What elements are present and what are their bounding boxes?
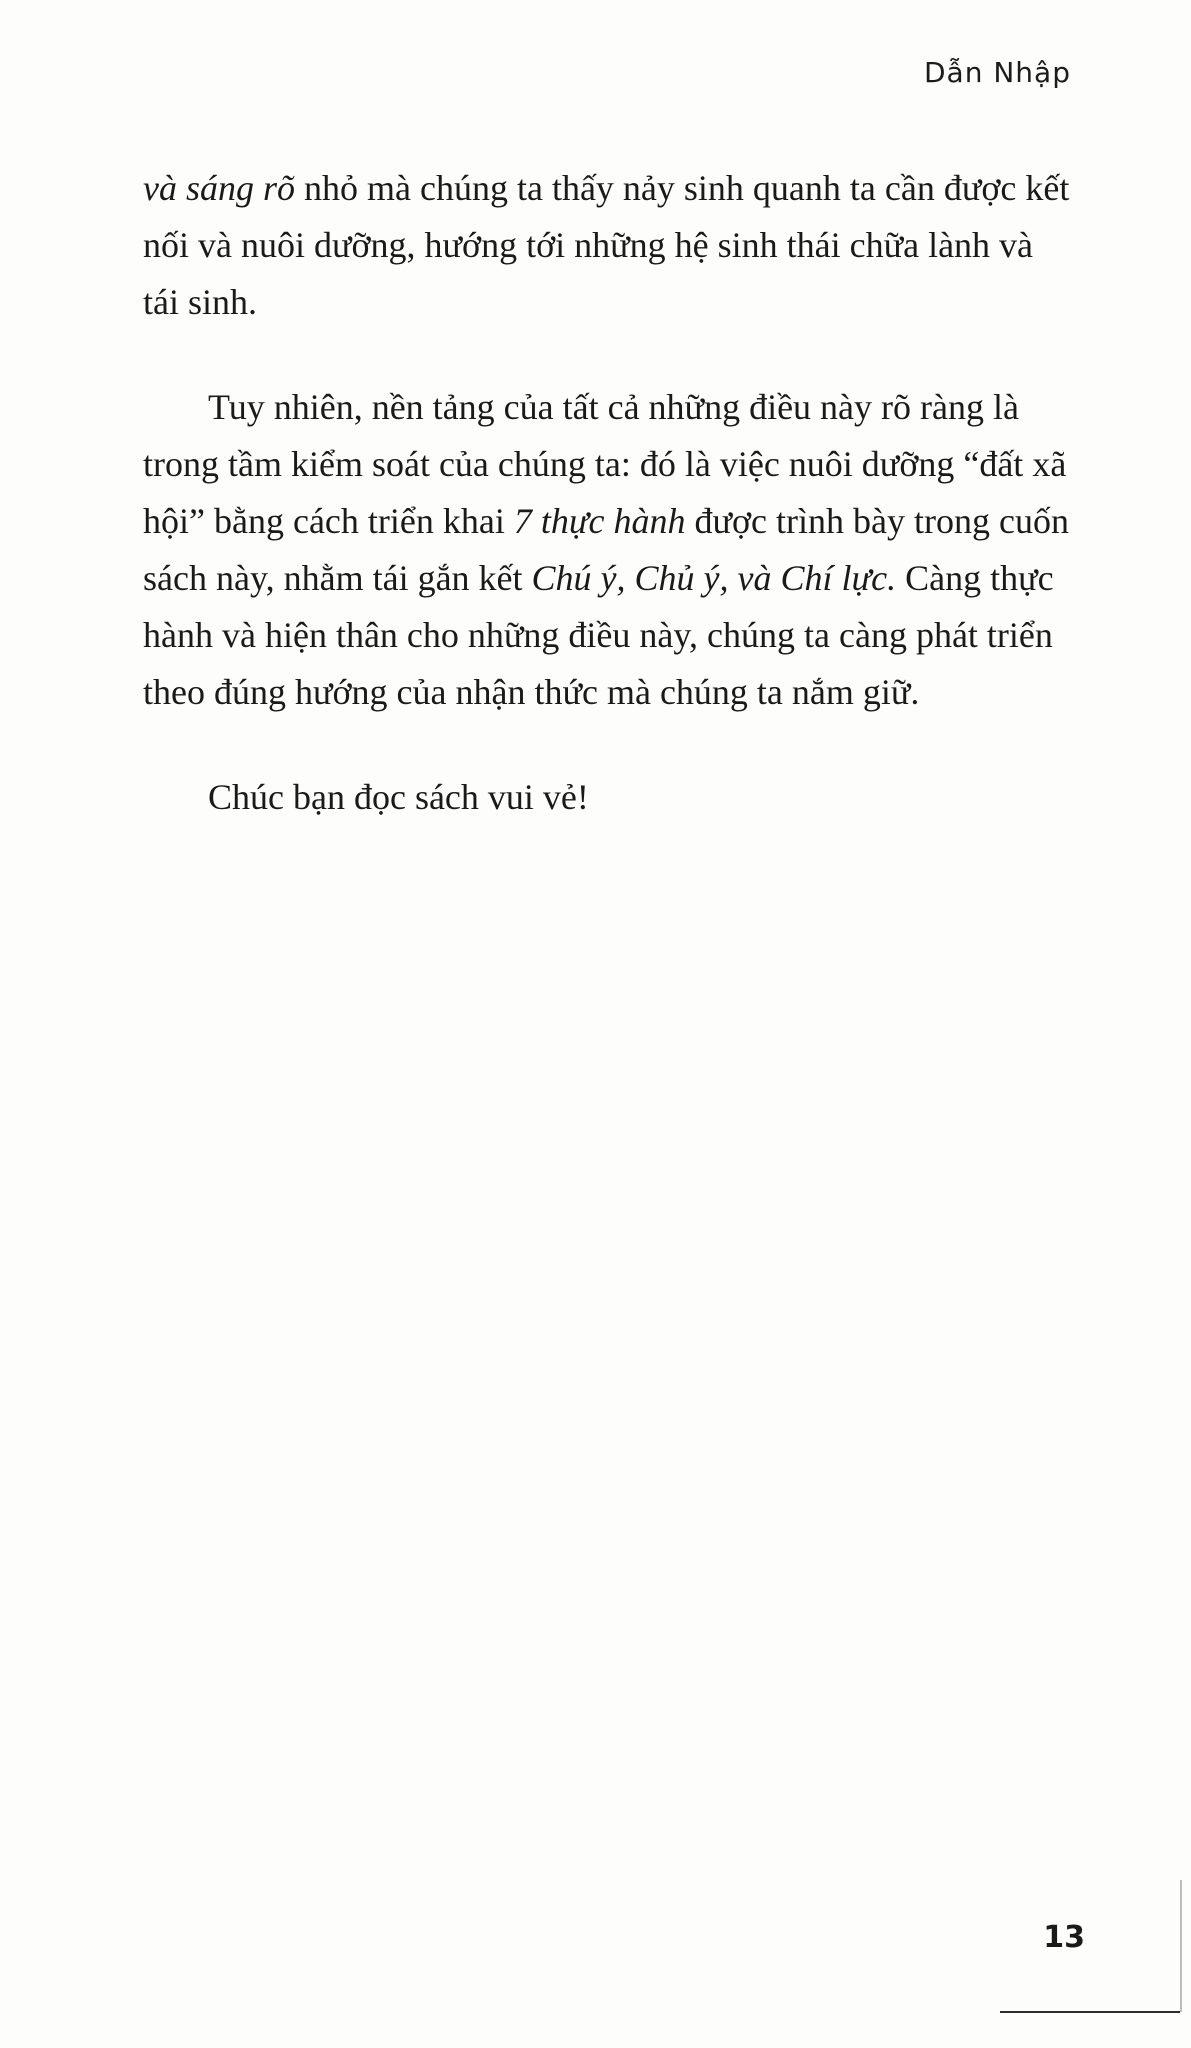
paragraph-text: Càng thực hành và hiện thân cho những điều này, chúng ta càng phát triển theo đúng hướng của nhận thức mà chúng ta nắm giữ. xyxy=(143,558,1054,712)
page-number: 13 xyxy=(1043,1920,1085,1955)
paragraph-text: Chúc bạn đọc sách vui vẻ! xyxy=(208,777,589,817)
running-header: Dẫn Nhập xyxy=(924,56,1071,89)
paragraph-closing xyxy=(143,769,1073,826)
page-edge-line xyxy=(1180,1880,1182,2012)
italic-phrase: và sáng rõ xyxy=(143,168,295,208)
italic-phrase: Chú ý, Chủ ý, và Chí lực. xyxy=(531,558,897,598)
paragraph-continuation xyxy=(143,160,1073,331)
paragraph-text: nhỏ mà chúng ta thấy nảy sinh quanh ta cần được kết nối và nuôi dưỡng, hướng tới những hệ sinh thái chữa lành và tái sinh. xyxy=(143,168,1070,322)
paragraph-foundation xyxy=(143,379,1073,721)
bottom-rule-divider xyxy=(1000,2011,1180,2013)
italic-phrase: 7 thực hành xyxy=(513,501,686,541)
paragraph-text: Tuy nhiên, nền tảng của tất cả những điều này rõ ràng là trong tầm kiểm soát của chúng ta: đó là việc nuôi dưỡng “đất xã hội” bằng cách triển khai xyxy=(143,387,1067,541)
body-text xyxy=(143,160,1073,874)
paragraph-text: được trình bày trong cuốn sách này, nhằm tái gắn kết xyxy=(143,501,1069,598)
